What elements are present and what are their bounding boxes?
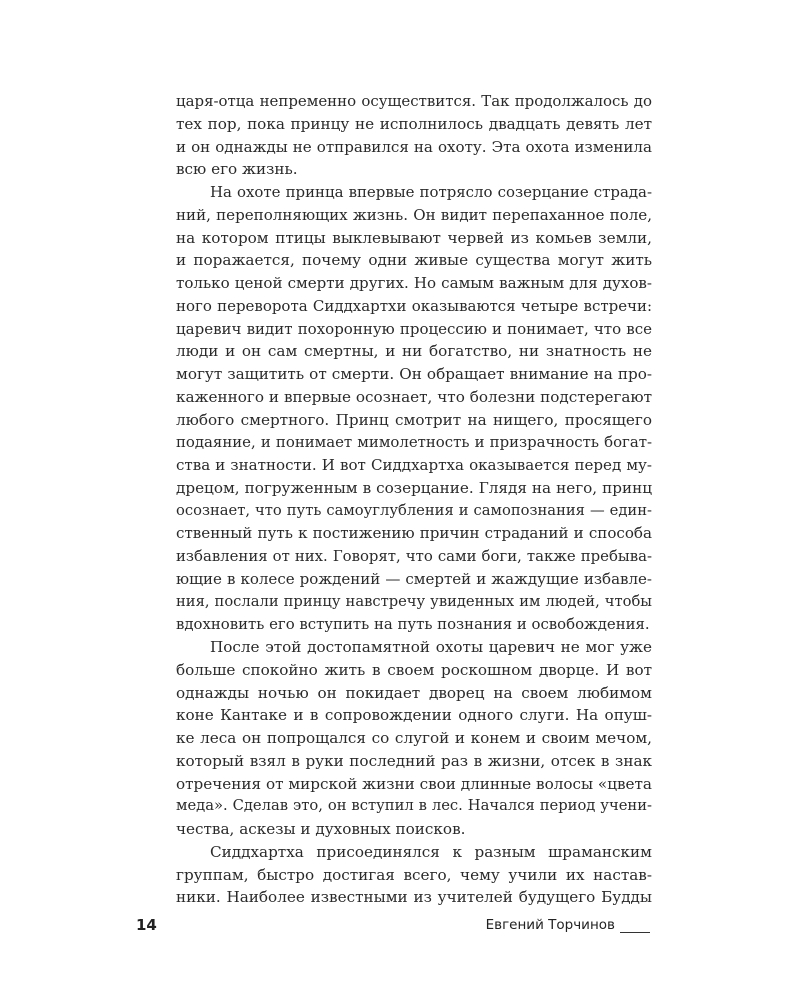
text-line: на котором птицы выклевывают червей из комьев земли,	[176, 228, 652, 247]
text-line: который взял в руки последний раз в жизни, отсек в знак	[176, 751, 652, 770]
text-line: царя-отца непременно осуществится. Так продолжалось до	[176, 92, 652, 110]
text-line: группам, быстро достигая всего, чему учили их настав-	[176, 865, 652, 884]
text-line: ний, переполняющих жизнь. Он видит перепаханное поле,	[176, 205, 652, 224]
running-title: Евгений Торчинов	[485, 917, 615, 933]
paragraph-first-line: Сиддхартха присоединялся к разным шраманским	[210, 842, 652, 861]
page-number: 14	[136, 916, 157, 934]
text-line: избавления от них. Говорят, что сами боги, также пребыва-	[176, 547, 652, 565]
text-line: царевич видит похоронную процессию и понимает, что все	[176, 319, 652, 338]
text-line: только ценой смерти других. Но самым важным для духов-	[176, 274, 652, 292]
text-line: дрецом, погруженным в созерцание. Глядя на него, принц	[176, 478, 652, 497]
body-text	[176, 90, 652, 909]
text-line: чества, аскезы и духовных поисков.	[176, 820, 466, 838]
text-line: ства и знатности. И вот Сиддхартха оказывается перед му-	[176, 456, 652, 474]
text-line: могут защитить от смерти. Он обращает внимание на про-	[176, 365, 652, 383]
text-line: больше спокойно жить в своем роскошном дворце. И вот	[176, 660, 652, 679]
text-line: тех пор, пока принцу не исполнилось двадцать девять лет	[176, 114, 652, 133]
text-line: ке леса он попрощался со слугой и конем и своим мечом,	[176, 729, 652, 747]
paragraph-first-line: На охоте принца впервые потрясло созерцание страда-	[210, 183, 652, 201]
text-line: ственный путь к постижению причин страданий и способа	[176, 524, 652, 543]
text-line: каженного и впервые осознает, что болезни подстерегают	[176, 387, 652, 406]
text-line: ния, послали принцу навстречу увиденных им людей, чтобы	[176, 592, 652, 610]
text-line: ющие в колесе рождений — смертей и жаждущие избавле-	[176, 569, 652, 588]
text-line: вдохновить его вступить на путь познания и освобождения.	[176, 615, 650, 634]
text-line: люди и он сам смертны, и ни богатство, ни знатность не	[176, 342, 652, 361]
text-line: ники. Наиболее известными из учителей будущего Будды	[176, 888, 652, 907]
footer-rule	[620, 932, 650, 933]
text-line: ного переворота Сиддхартхи оказываются четыре встречи:	[176, 296, 652, 315]
text-line: всю его жизнь.	[176, 160, 298, 179]
text-line: меда». Сделав это, он вступил в лес. Начался период учени-	[176, 797, 652, 815]
text-line: коне Кантаке и в сопровождении одного слуги. На опуш-	[176, 706, 652, 725]
page-footer	[0, 916, 800, 940]
text-line: подаяние, и понимает мимолетность и призрачность богат-	[176, 433, 652, 452]
text-line: и он однажды не отправился на охоту. Эта охота изменила	[176, 137, 652, 156]
paragraph-first-line: После этой достопамятной охоты царевич не мог уже	[210, 638, 652, 656]
text-line: однажды ночью он покидает дворец на своем любимом	[176, 683, 652, 702]
text-line: отречения от мирской жизни свои длинные волосы «цвета	[176, 774, 652, 793]
text-line: любого смертного. Принц смотрит на нищего, просящего	[176, 410, 652, 429]
text-line: осознает, что путь самоуглубления и самопознания — един-	[176, 501, 652, 519]
text-line: и поражается, почему одни живые существа могут жить	[176, 251, 652, 270]
